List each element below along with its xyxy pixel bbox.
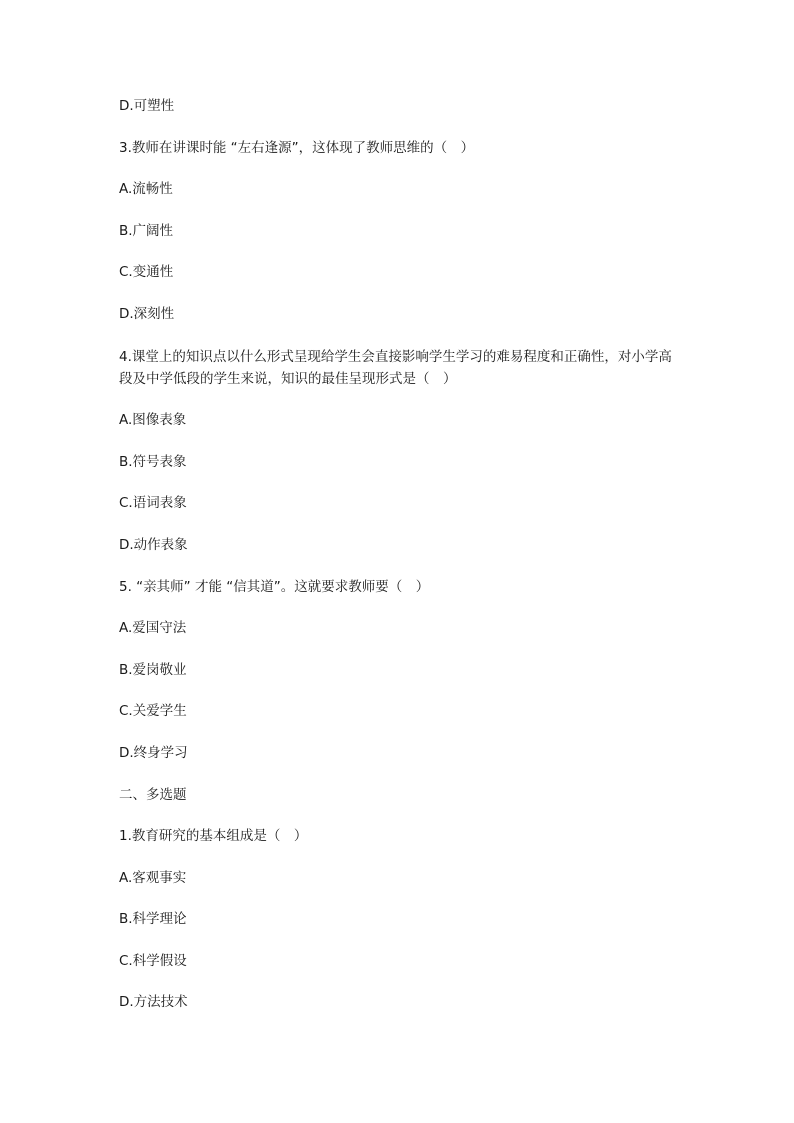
question-3: 3.教师在讲课时能 “左右逢源”，这体现了教师思维的（ ） <box>119 139 475 156</box>
option-d-mq1: D.方法技术 <box>119 994 188 1011</box>
option-b-mq1: B.科学理论 <box>119 911 187 928</box>
question-4: 4.课堂上的知识点以什么形式呈现给学生会直接影响学生学习的难易程度和正确性，对小学高段及中学低段的学生来说，知识的最佳呈现形式是（ ） <box>119 348 672 387</box>
option-b-q5: B.爱岗敬业 <box>119 661 187 678</box>
option-a-q4: A.图像表象 <box>119 412 187 429</box>
question-5: 5. “亲其师” 才能 “信其道”。这就要求教师要（ ） <box>119 578 430 595</box>
option-c-q5: C.关爱学生 <box>119 703 187 720</box>
option-c-mq1: C.科学假设 <box>119 952 187 969</box>
section-heading-multiple-choice: 二、多选题 <box>119 786 187 803</box>
option-d-q5: D.终身学习 <box>119 744 188 761</box>
option-c-q3: C.变通性 <box>119 264 174 281</box>
multi-question-1: 1.教育研究的基本组成是（ ） <box>119 828 308 845</box>
document-content <box>119 96 679 1034</box>
option-b-q4: B.符号表象 <box>119 453 187 470</box>
option-a-q3: A.流畅性 <box>119 181 173 198</box>
option-d-q3: D.深刻性 <box>119 305 175 322</box>
option-d-q4: D.动作表象 <box>119 536 188 553</box>
option-c-q4: C.语词表象 <box>119 495 187 512</box>
option-d-q2: D.可塑性 <box>119 98 175 114</box>
option-a-q5: A.爱国守法 <box>119 620 187 637</box>
option-b-q3: B.广阔性 <box>119 222 174 239</box>
option-a-mq1: A.客观事实 <box>119 869 187 886</box>
